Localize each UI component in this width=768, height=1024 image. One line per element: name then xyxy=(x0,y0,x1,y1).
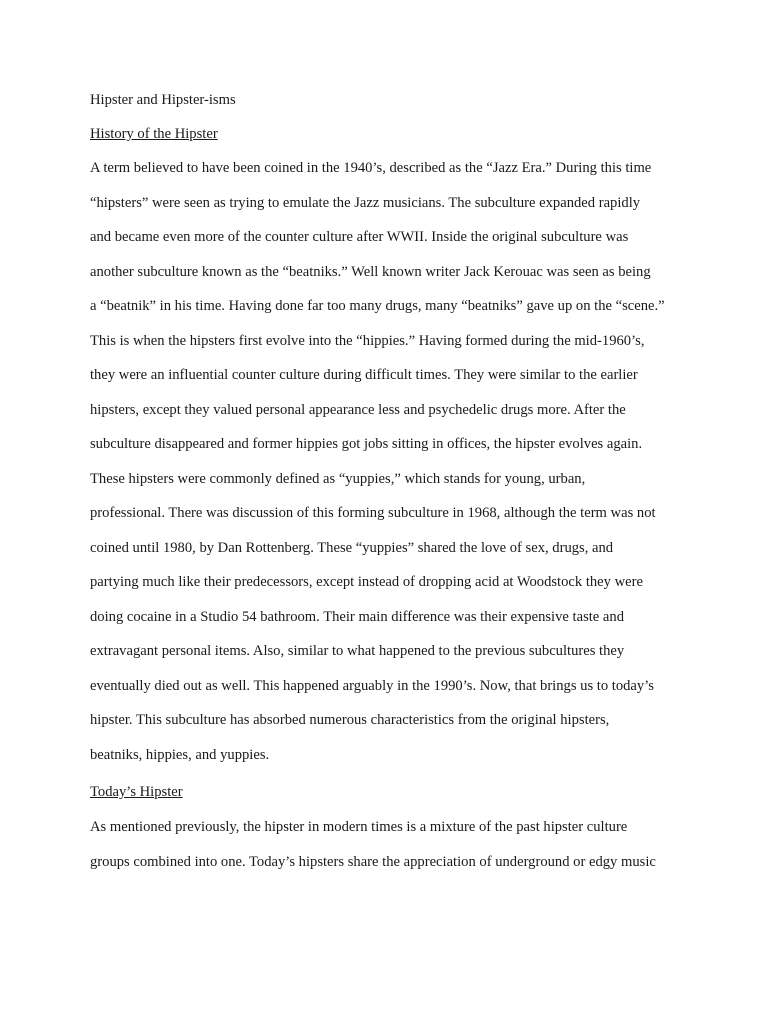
paragraph-line: doing cocaine in a Studio 54 bathroom. Their main difference was their expensive taste and xyxy=(90,608,624,625)
paragraph-history xyxy=(90,158,690,779)
paragraph-line: and became even more of the counter culture after WWII. Inside the original subculture was xyxy=(90,229,629,245)
paragraph-line: As mentioned previously, the hipster in modern times is a mixture of the past hipster culture xyxy=(90,819,628,835)
paragraph-line: a “beatnik” in his time. Having done far too many drugs, many “beatniks” gave up on the “scene.” xyxy=(90,298,665,314)
paragraph-line: another subculture known as the “beatniks.” Well known writer Jack Kerouac was seen as being xyxy=(90,263,651,280)
paragraph-line: hipster. This subculture has absorbed numerous characteristics from the original hipsters, xyxy=(90,712,610,728)
paragraph-line: hipsters, except they valued personal appearance less and psychedelic drugs more. After the xyxy=(90,401,626,418)
paragraph-line: subculture disappeared and former hippies got jobs sitting in offices, the hipster evolves again. xyxy=(90,436,643,452)
paragraph-line: coined until 1980, by Dan Rottenberg. These “yuppies” shared the love of sex, drugs, and xyxy=(90,539,614,556)
paragraph-line: beatniks, hippies, and yuppies. xyxy=(90,746,270,763)
paragraph-line: groups combined into one. Today’s hipsters share the appreciation of underground or edgy music xyxy=(90,853,656,870)
paragraph-line: they were an influential counter culture during difficult times. They were similar to the earlier xyxy=(90,367,638,383)
paragraph-line: These hipsters were commonly defined as “yuppies,” which stands for young, urban, xyxy=(90,470,586,487)
paragraph-todays-hipster xyxy=(90,817,690,886)
paragraph-line: A term believed to have been coined in the 1940’s, described as the “Jazz Era.” During this time xyxy=(90,160,652,176)
paragraph-line: professional. There was discussion of this forming subculture in 1968, although the term was not xyxy=(90,505,656,521)
paragraph-line: “hipsters” were seen as trying to emulate the Jazz musicians. The subculture expanded rapidly xyxy=(90,194,641,211)
paragraph-line: eventually died out as well. This happened arguably in the 1990’s. Now, that brings us to today’s xyxy=(90,677,654,694)
document-title: Hipster and Hipster-isms xyxy=(90,92,236,108)
section-heading-history: History of the Hipster xyxy=(90,126,218,142)
paragraph-line: extravagant personal items. Also, similar to what happened to the previous subcultures they xyxy=(90,643,625,659)
section-heading-todays-hipster: Today’s Hipster xyxy=(90,784,183,800)
paragraph-line: This is when the hipsters first evolve into the “hippies.” Having formed during the mid-1960’s, xyxy=(90,332,645,349)
paragraph-line: partying much like their predecessors, except instead of dropping acid at Woodstock they were xyxy=(90,574,643,590)
